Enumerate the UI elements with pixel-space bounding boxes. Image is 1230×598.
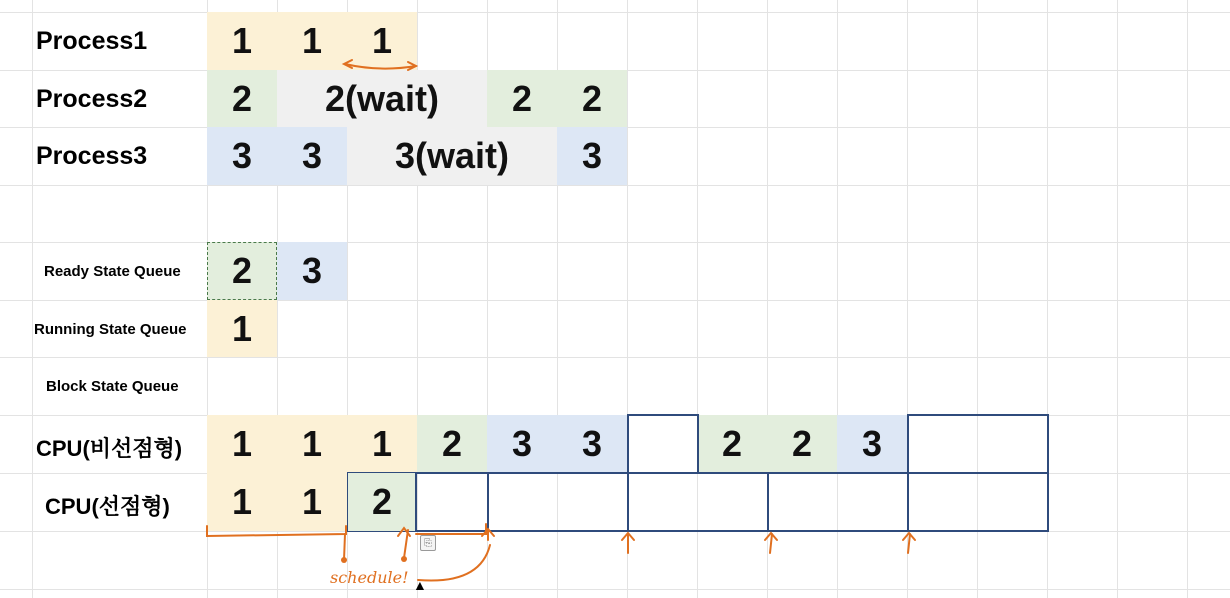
cpu-nonpreemptive-cell[interactable]: 3 bbox=[487, 415, 557, 473]
mouse-cursor-icon: ▲ bbox=[413, 577, 427, 593]
process1-cell[interactable]: 1 bbox=[207, 12, 277, 70]
cpu-nonpreemptive-cell[interactable]: 2 bbox=[767, 415, 837, 473]
cpu-nonpreemptive-cell[interactable]: 1 bbox=[207, 415, 277, 473]
cpu-nonpreemptive-cell[interactable]: 3 bbox=[837, 415, 907, 473]
cpu-preemptive-cell[interactable]: 2 bbox=[347, 473, 417, 531]
cpu-nonpreemptive-cell[interactable]: 2 bbox=[697, 415, 767, 473]
process1-cell[interactable]: 1 bbox=[277, 12, 347, 70]
cpu-preemptive-cell[interactable]: 1 bbox=[277, 473, 347, 531]
process2-cell[interactable]: 2 bbox=[487, 70, 557, 127]
cpu-nonpreemptive-label: CPU(비선점형) bbox=[36, 436, 183, 461]
cpu-preemptive-cell[interactable]: 1 bbox=[207, 473, 277, 531]
cpu-nonpreemptive-cell[interactable]: 3 bbox=[557, 415, 627, 473]
process2-label: Process2 bbox=[36, 85, 148, 113]
process1-label: Process1 bbox=[36, 27, 148, 55]
process3-cell[interactable]: 3 bbox=[207, 127, 277, 185]
ready-queue-cell[interactable]: 3 bbox=[277, 242, 347, 300]
process3-wait-cell[interactable]: 3(wait) bbox=[347, 127, 557, 185]
process2-cell[interactable]: 2 bbox=[207, 70, 277, 127]
cpu-preemptive-label: CPU(선점형) bbox=[45, 494, 170, 519]
cpu-nonpreemptive-cell[interactable]: 1 bbox=[347, 415, 417, 473]
process2-wait-cell[interactable]: 2(wait) bbox=[277, 70, 487, 127]
running-queue-cell[interactable]: 1 bbox=[207, 300, 277, 357]
paste-options-icon[interactable]: ⎘ bbox=[420, 535, 436, 551]
process1-cell[interactable]: 1 bbox=[347, 12, 417, 70]
ready-queue-cell-selected[interactable]: 2 bbox=[207, 242, 277, 300]
process2-cell[interactable]: 2 bbox=[557, 70, 627, 127]
schedule-annotation: schedule! bbox=[330, 568, 409, 587]
cpu-nonpreemptive-cell[interactable]: 2 bbox=[417, 415, 487, 473]
block-queue-label: Block State Queue bbox=[46, 378, 179, 395]
process3-cell[interactable]: 3 bbox=[277, 127, 347, 185]
process3-cell[interactable]: 3 bbox=[557, 127, 627, 185]
ready-queue-label: Ready State Queue bbox=[44, 263, 181, 280]
running-queue-label: Running State Queue bbox=[34, 321, 187, 338]
cpu-nonpreemptive-cell[interactable]: 1 bbox=[277, 415, 347, 473]
process3-label: Process3 bbox=[36, 142, 148, 170]
